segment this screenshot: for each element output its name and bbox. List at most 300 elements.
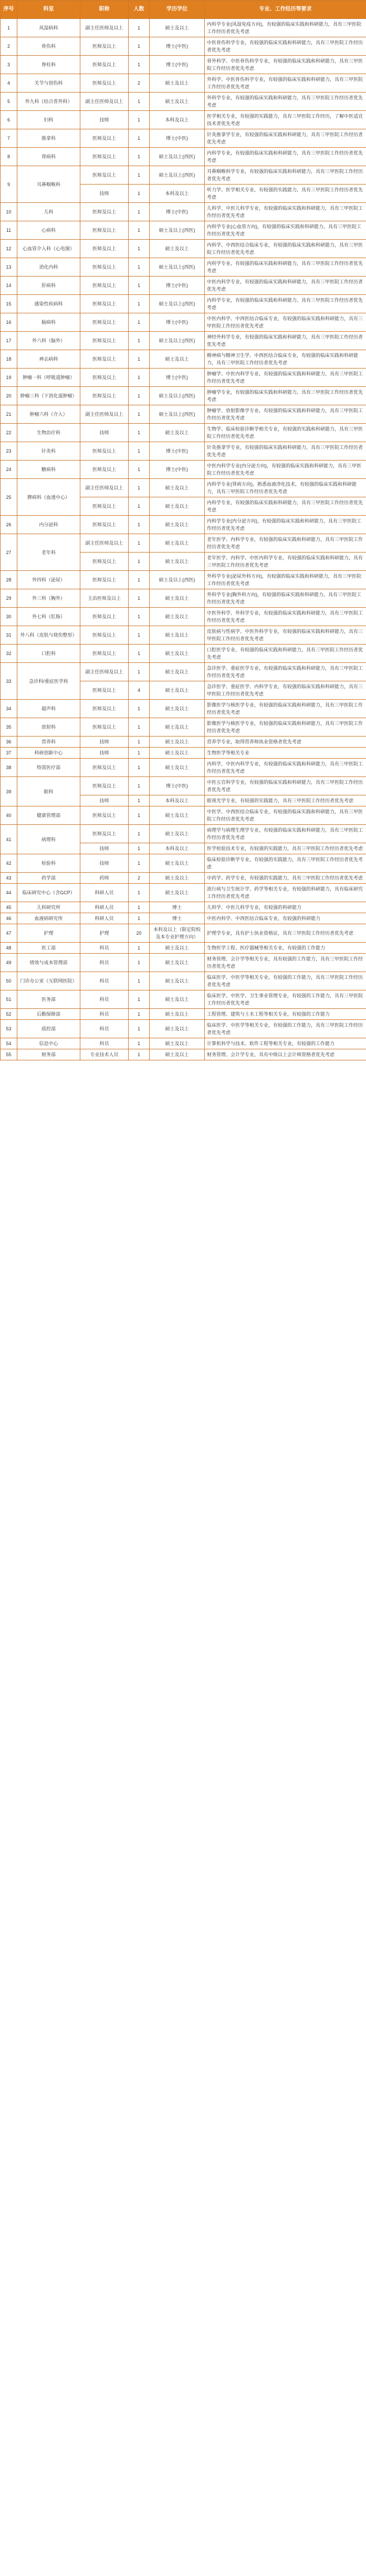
table-row	[1, 1038, 366, 1049]
cell-req: 儿科学、中医儿科学专业，有较强的科研能力	[205, 902, 366, 913]
cell-dept: 肿瘤三科（下消化道肿瘤）	[17, 387, 80, 405]
cell-count: 1	[129, 93, 150, 111]
cell-title: 护理	[80, 924, 129, 943]
table-row	[1, 718, 366, 737]
cell-edu: 硕士及以上	[150, 1038, 205, 1049]
cell-req: 中医内科学专业，有较强的临床实践和科研能力，具有三甲医院工作经历者优先考虑	[205, 277, 366, 295]
cell-count: 1	[129, 258, 150, 277]
cell-no: 31	[1, 626, 17, 645]
cell-count: 1	[129, 1009, 150, 1020]
cell-no: 23	[1, 442, 17, 461]
cell-count: 1	[129, 497, 150, 516]
cell-no: 32	[1, 645, 17, 663]
cell-title: 副主任医师及以上	[80, 534, 129, 553]
cell-dept: 病理科	[17, 825, 80, 854]
cell-req: 外科学、中医骨伤科学专业，有较强的临床实践和科研能力，具有三甲医院工作经历者优先考虑	[205, 74, 366, 93]
cell-edu: 硕士及以上	[150, 19, 205, 37]
cell-no: 34	[1, 700, 17, 718]
table-row	[1, 884, 366, 902]
cell-dept: 脊柱科	[17, 56, 80, 74]
cell-count: 1	[129, 843, 150, 854]
table-row	[1, 1009, 366, 1020]
table-row	[1, 258, 366, 277]
cell-no: 22	[1, 424, 17, 442]
cell-no: 21	[1, 405, 17, 424]
header-title: 职称	[80, 1, 129, 19]
cell-count: 1	[129, 111, 150, 129]
cell-no: 52	[1, 1009, 17, 1020]
cell-dept: 绩效与成本管理部	[17, 954, 80, 972]
cell-count: 1	[129, 825, 150, 843]
cell-edu: 硕士及以上(西医)	[150, 221, 205, 240]
cell-no: 33	[1, 663, 17, 700]
cell-edu: 博士(中医)	[150, 777, 205, 795]
cell-title: 医师及以上	[80, 37, 129, 56]
cell-count: 1	[129, 534, 150, 553]
cell-req: 临床医学、中医学等相关专业，有较强的工作能力，具有三甲医院工作经历者优先考虑	[205, 972, 366, 990]
cell-req: 生物学、临床检验诊断学相关专业，有较强的实践和科研能力，具有三甲医院工作经历者优先考虑	[205, 424, 366, 442]
cell-count: 1	[129, 806, 150, 825]
cell-edu: 硕士及以上	[150, 1049, 205, 1060]
table-row	[1, 313, 366, 332]
cell-title: 主治医师及以上	[80, 589, 129, 608]
cell-edu: 硕士及以上(西医)	[150, 571, 205, 589]
cell-no: 38	[1, 759, 17, 777]
table-row	[1, 221, 366, 240]
cell-req: 听力学、医学相关专业，有较强的实践能力，具有三甲医院工作经历者优先考虑	[205, 185, 366, 203]
cell-edu: 博士	[150, 902, 205, 913]
cell-title: 科员	[80, 972, 129, 990]
cell-req: 急诊医学、重症医学、内科学专业，有较强的临床实践和科研能力，具有三甲医院工作经历者优先考虑	[205, 681, 366, 700]
cell-req: 肿瘤学、放射影像学专业，有较强的临床实践和科研能力，具有三甲医院工作经历者优先考虑	[205, 405, 366, 424]
table-header-row	[1, 1, 366, 19]
cell-title: 医师及以上	[80, 240, 129, 258]
cell-dept: 外八科（皮肤与烧伤整形）	[17, 626, 80, 645]
cell-title: 医师及以上	[80, 825, 129, 843]
cell-dept: 医务部	[17, 990, 80, 1009]
table-row	[1, 479, 366, 497]
cell-count: 1	[129, 990, 150, 1009]
cell-req: 外科学专业(胸外科方向)，有较强的临床实践和科研能力，具有三甲医院工作经历者优先考虑	[205, 589, 366, 608]
cell-req: 针灸推拿学专业，有较强的临床实践和科研能力，具有三甲医院工作经历者优先考虑	[205, 442, 366, 461]
cell-req: 外科学专业，有较强的临床实践和科研能力，具有三甲医院工作经历者优先考虑	[205, 93, 366, 111]
cell-req: 中医内科学、中西医结合临床专业，有较强的科研能力	[205, 913, 366, 924]
cell-req: 中医五官科学专业，有较强的临床实践和科研能力，具有三甲医院工作经历者优先考虑	[205, 777, 366, 795]
cell-dept: 信息中心	[17, 1038, 80, 1049]
cell-no: 45	[1, 902, 17, 913]
cell-dept: 心血管介入科（心电图）	[17, 240, 80, 258]
cell-count: 1	[129, 405, 150, 424]
cell-dept: 老年科	[17, 534, 80, 571]
table-row	[1, 748, 366, 759]
cell-title: 医师及以上	[80, 369, 129, 387]
cell-no: 17	[1, 332, 17, 350]
cell-no: 18	[1, 350, 17, 369]
cell-dept: 骨伤科	[17, 37, 80, 56]
cell-no: 43	[1, 873, 17, 884]
cell-count: 1	[129, 718, 150, 737]
cell-count: 1	[129, 748, 150, 759]
cell-req: 营养学专业，取得营养师执业资格者优先考虑	[205, 737, 366, 748]
cell-no: 26	[1, 516, 17, 534]
cell-count: 1	[129, 1049, 150, 1060]
cell-req: 中医内科学专业(内分泌方向)，有较强的临床实践和科研能力，具有三甲医院工作经历者优先考虑	[205, 461, 366, 479]
cell-dept: 脑病科	[17, 313, 80, 332]
cell-count: 1	[129, 1020, 150, 1038]
cell-req: 影像医学与核医学专业，有较强的临床实践和科研能力，具有三甲医院工作经历者优先考虑	[205, 718, 366, 737]
cell-title: 科员	[80, 943, 129, 954]
cell-count: 1	[129, 369, 150, 387]
cell-no: 54	[1, 1038, 17, 1049]
cell-title: 医师及以上	[80, 148, 129, 166]
cell-dept: 营养科	[17, 737, 80, 748]
cell-count: 1	[129, 424, 150, 442]
cell-no: 51	[1, 990, 17, 1009]
cell-req: 中药学、药学专业，有较强的实践能力，具有三甲医院工作经历者优先考虑	[205, 873, 366, 884]
header-dept: 科室	[17, 1, 80, 19]
cell-dept: 神志病科	[17, 350, 80, 369]
cell-edu: 硕士及以上	[150, 479, 205, 497]
cell-title: 医师及以上	[80, 56, 129, 74]
cell-req: 工程管理、建筑与土木工程等相关专业，有较强的工作能力	[205, 1009, 366, 1020]
cell-edu: 本科及以上	[150, 111, 205, 129]
cell-title: 科研人员	[80, 913, 129, 924]
table-row	[1, 350, 366, 369]
cell-count: 1	[129, 461, 150, 479]
cell-dept: 财务部	[17, 1049, 80, 1060]
cell-no: 30	[1, 608, 17, 626]
table-row	[1, 295, 366, 313]
cell-no: 8	[1, 148, 17, 166]
table-row	[1, 954, 366, 972]
cell-dept: 超声科	[17, 700, 80, 718]
cell-dept: 内分泌科	[17, 516, 80, 534]
cell-count: 1	[129, 553, 150, 571]
cell-dept: 外七科（肛肠）	[17, 608, 80, 626]
cell-title: 医师及以上	[80, 442, 129, 461]
cell-title: 副主任医师及以上	[80, 479, 129, 497]
cell-title: 医师及以上	[80, 681, 129, 700]
table-row	[1, 589, 366, 608]
cell-title: 技师	[80, 424, 129, 442]
cell-title: 医师及以上	[80, 571, 129, 589]
cell-title: 医师及以上	[80, 387, 129, 405]
cell-dept: 血液病研究所	[17, 913, 80, 924]
cell-req: 针灸推拿学专业，有较强的临床实践和科研能力，具有三甲医院工作经历者优先考虑	[205, 129, 366, 148]
table-row	[1, 405, 366, 424]
cell-dept: 后勤保障部	[17, 1009, 80, 1020]
cell-edu: 博士(中医)	[150, 56, 205, 74]
cell-dept: 外九科（结合普外科）	[17, 93, 80, 111]
table-row	[1, 873, 366, 884]
cell-edu: 硕士及以上(西医)	[150, 332, 205, 350]
cell-no: 13	[1, 258, 17, 277]
table-row	[1, 166, 366, 185]
cell-req: 肿瘤学专业，有较强的临床实践和科研能力，具有三甲医院工作经历者优先考虑	[205, 387, 366, 405]
cell-edu: 硕士及以上	[150, 1009, 205, 1020]
cell-title: 医师及以上	[80, 129, 129, 148]
cell-req: 流行病与卫生统计学、药学等相关专业，有较强的科研能力，具有临床研究工作经历者优先考虑	[205, 884, 366, 902]
cell-req: 骨外科学、中医骨伤科学专业，有较强的临床实践和科研能力，具有三甲医院工作经历者优先考虑	[205, 56, 366, 74]
cell-count: 1	[129, 884, 150, 902]
table-row	[1, 203, 366, 221]
cell-title: 副主任医师及以上	[80, 19, 129, 37]
table-row	[1, 626, 366, 645]
cell-dept: 肾病科	[17, 148, 80, 166]
cell-count: 20	[129, 924, 150, 943]
cell-edu: 硕士及以上	[150, 873, 205, 884]
cell-no: 11	[1, 221, 17, 240]
table-row	[1, 645, 366, 663]
cell-no: 4	[1, 74, 17, 93]
cell-dept: 健康管理部	[17, 806, 80, 825]
cell-no: 42	[1, 854, 17, 873]
cell-count: 1	[129, 185, 150, 203]
cell-count: 1	[129, 777, 150, 795]
cell-title: 医师及以上	[80, 221, 129, 240]
cell-no: 2	[1, 37, 17, 56]
cell-title: 医师及以上	[80, 700, 129, 718]
cell-title: 医师及以上	[80, 718, 129, 737]
cell-count: 1	[129, 19, 150, 37]
cell-edu: 硕士及以上	[150, 700, 205, 718]
cell-no: 14	[1, 277, 17, 295]
cell-edu: 博士(中医)	[150, 129, 205, 148]
cell-title: 科研人员	[80, 884, 129, 902]
cell-edu: 硕士及以上	[150, 608, 205, 626]
cell-count: 1	[129, 240, 150, 258]
cell-title: 技师	[80, 185, 129, 203]
cell-dept: 风湿病科	[17, 19, 80, 37]
cell-dept: 护理	[17, 924, 80, 943]
cell-req: 内科学专业(心血管方向)，有较强的临床实践和科研能力，具有三甲医院工作经历者优先考虑	[205, 221, 366, 240]
cell-title: 科研人员	[80, 902, 129, 913]
cell-req: 中医内科学、中西医结合临床专业，有较强的临床实践和科研能力，具有三甲医院工作经历者优先考虑	[205, 313, 366, 332]
cell-count: 1	[129, 166, 150, 185]
cell-edu: 硕士及以上	[150, 534, 205, 553]
cell-dept: 脾病科（血透中心）	[17, 479, 80, 516]
cell-title: 医师及以上	[80, 626, 129, 645]
cell-dept: 儿科研究所	[17, 902, 80, 913]
table-row	[1, 148, 366, 166]
table-row	[1, 442, 366, 461]
cell-req: 外科学专业(泌尿外科方向)，有较强的临床实践和科研能力，具有三甲医院工作经历者优先考虑	[205, 571, 366, 589]
cell-dept: 肿瘤一科（呼吸道肿瘤）	[17, 369, 80, 387]
cell-req: 精神病与精神卫生学、中西医结合临床专业，有较强的临床实践和科研能力，具有三甲医院工作经历者优先考虑	[205, 350, 366, 369]
cell-edu: 硕士及以上	[150, 424, 205, 442]
cell-title: 技师	[80, 737, 129, 748]
cell-req: 口腔医学专业，有较强的临床实践和科研能力，具有三甲医院工作经历者优先考虑	[205, 645, 366, 663]
cell-dept: 门诊办公室（互联网医院）	[17, 972, 80, 990]
table-row	[1, 608, 366, 626]
cell-dept: 心病科	[17, 221, 80, 240]
table-row	[1, 924, 366, 943]
cell-count: 1	[129, 943, 150, 954]
cell-req: 内科学专业，有较强的临床实践和科研能力，具有三甲医院工作经历者优先考虑	[205, 258, 366, 277]
cell-dept: 糖病科	[17, 461, 80, 479]
cell-count: 1	[129, 608, 150, 626]
cell-req: 眼视光学专业，有较强的实践能力，具有三甲医院工作经历者优先考虑	[205, 795, 366, 806]
cell-req: 内科学专业(肾病方向)，熟悉血液净化技术，有较强的临床实践和科研能力，具有三甲医院工作经历者优先考虑	[205, 479, 366, 497]
cell-no: 48	[1, 943, 17, 954]
cell-count: 1	[129, 350, 150, 369]
cell-edu: 硕士及以上	[150, 589, 205, 608]
cell-count: 1	[129, 759, 150, 777]
cell-edu: 本科及以上	[150, 843, 205, 854]
table-row	[1, 777, 366, 795]
cell-no: 50	[1, 972, 17, 990]
cell-edu: 硕士及以上	[150, 825, 205, 843]
cell-count: 1	[129, 129, 150, 148]
cell-edu: 硕士及以上	[150, 718, 205, 737]
cell-title: 药师	[80, 873, 129, 884]
cell-no: 10	[1, 203, 17, 221]
cell-edu: 硕士及以上	[150, 681, 205, 700]
cell-title: 医师及以上	[80, 350, 129, 369]
cell-edu: 硕士及以上(西医)	[150, 148, 205, 166]
cell-edu: 硕士及以上	[150, 74, 205, 93]
cell-title: 技师	[80, 748, 129, 759]
cell-edu: 硕士及以上	[150, 854, 205, 873]
cell-no: 28	[1, 571, 17, 589]
recruitment-table	[0, 0, 366, 1060]
cell-no: 9	[1, 166, 17, 203]
table-row	[1, 111, 366, 129]
table-row	[1, 700, 366, 718]
cell-title: 医师及以上	[80, 777, 129, 795]
cell-title: 科员	[80, 1020, 129, 1038]
table-row	[1, 902, 366, 913]
table-row	[1, 1020, 366, 1038]
cell-edu: 硕士及以上	[150, 748, 205, 759]
cell-dept: 感染性疾病科	[17, 295, 80, 313]
cell-edu: 硕士及以上(西医)	[150, 258, 205, 277]
cell-title: 科员	[80, 1009, 129, 1020]
table-row	[1, 387, 366, 405]
cell-no: 3	[1, 56, 17, 74]
cell-no: 7	[1, 129, 17, 148]
cell-title: 技师	[80, 843, 129, 854]
cell-req: 病理学与病理生理学专业，有较强的临床实践和科研能力，具有三甲医院工作经历者优先考虑	[205, 825, 366, 843]
cell-title: 医师及以上	[80, 313, 129, 332]
cell-dept: 医工部	[17, 943, 80, 954]
cell-req: 医学相关专业，有较强的实践能力，具有三甲医院工作经历，了解中医适宜技术者优先考虑	[205, 111, 366, 129]
cell-no: 40	[1, 806, 17, 825]
cell-count: 1	[129, 148, 150, 166]
cell-count: 1	[129, 37, 150, 56]
cell-req: 财务管理、会计学专业，具有中级以上会计师资格者优先考虑	[205, 1049, 366, 1060]
cell-edu: 硕士及以上(西医)	[150, 166, 205, 185]
cell-req: 老年医学、内科学专业，有较强的临床实践和科研能力，具有三甲医院工作经历者优先考虑	[205, 534, 366, 553]
table-row	[1, 56, 366, 74]
cell-dept: 质控部	[17, 1020, 80, 1038]
cell-req: 内科学专业，有较强的临床实践和科研能力，具有三甲医院工作经历者优先考虑	[205, 497, 366, 516]
table-row	[1, 534, 366, 553]
cell-no: 25	[1, 479, 17, 516]
cell-title: 技师	[80, 111, 129, 129]
cell-dept: 关节与创伤科	[17, 74, 80, 93]
cell-title: 副主任医师及以上	[80, 405, 129, 424]
cell-edu: 硕士及以上	[150, 1020, 205, 1038]
cell-no: 19	[1, 369, 17, 387]
cell-edu: 硕士及以上(西医)	[150, 295, 205, 313]
cell-no: 53	[1, 1020, 17, 1038]
cell-dept: 妇科	[17, 111, 80, 129]
cell-dept: 消化内科	[17, 258, 80, 277]
cell-title: 医师及以上	[80, 645, 129, 663]
cell-count: 1	[129, 663, 150, 681]
cell-count: 1	[129, 1038, 150, 1049]
cell-req: 内科学专业(内分泌方向)，有较强的临床实践和科研能力，具有三甲医院工作经历者优先考虑	[205, 516, 366, 534]
cell-count: 1	[129, 972, 150, 990]
cell-title: 技师	[80, 795, 129, 806]
cell-edu: 硕士及以上	[150, 663, 205, 681]
cell-edu: 博士	[150, 913, 205, 924]
cell-count: 1	[129, 795, 150, 806]
cell-edu: 硕士及以上	[150, 93, 205, 111]
cell-dept: 科研创新中心	[17, 748, 80, 759]
cell-count: 1	[129, 387, 150, 405]
cell-no: 12	[1, 240, 17, 258]
cell-dept: 放射科	[17, 718, 80, 737]
cell-dept: 针灸科	[17, 442, 80, 461]
cell-title: 医师及以上	[80, 295, 129, 313]
cell-edu: 硕士及以上	[150, 626, 205, 645]
cell-dept: 临床研究中心（含GCP）	[17, 884, 80, 902]
cell-dept: 生物治疗科	[17, 424, 80, 442]
cell-edu: 本科及以上	[150, 185, 205, 203]
table-row	[1, 825, 366, 843]
cell-no: 20	[1, 387, 17, 405]
cell-edu: 硕士及以上(西医)	[150, 387, 205, 405]
cell-dept: 特需医疗部	[17, 759, 80, 777]
table-row	[1, 990, 366, 1009]
cell-count: 2	[129, 873, 150, 884]
cell-req: 老年医学、内科学、中医内科学专业，有较强的临床实践和科研能力，具有三甲医院工作经历者优先考虑	[205, 553, 366, 571]
cell-req: 医学检验技术专业，有较强的实践能力，具有三甲医院工作经历者优先考虑	[205, 843, 366, 854]
cell-count: 1	[129, 516, 150, 534]
cell-dept: 检验科	[17, 854, 80, 873]
cell-req: 中医学、中西医结合临床专业，有较强的临床实践和科研能力，具有三甲医院工作经历者优先考虑	[205, 806, 366, 825]
cell-no: 1	[1, 19, 17, 37]
cell-edu: 本科及以上	[150, 795, 205, 806]
header-count: 人数	[129, 1, 150, 19]
header-no: 序号	[1, 1, 17, 19]
cell-edu: 硕士及以上(西医)	[150, 405, 205, 424]
cell-edu: 硕士及以上	[150, 990, 205, 1009]
cell-req: 内科学专业(风湿免疫方向)，有较强的临床实践和科研能力，具有三甲医院工作经历者优先考虑	[205, 19, 366, 37]
table-row	[1, 737, 366, 748]
cell-req: 计算机科学与技术、软件工程等相关专业，有较强的工作能力	[205, 1038, 366, 1049]
cell-dept: 药学部	[17, 873, 80, 884]
table-row	[1, 332, 366, 350]
cell-title: 医师及以上	[80, 203, 129, 221]
cell-edu: 硕士及以上	[150, 759, 205, 777]
table-row	[1, 1049, 366, 1060]
cell-title: 医师及以上	[80, 553, 129, 571]
cell-edu: 硕士及以上	[150, 240, 205, 258]
cell-title: 医师及以上	[80, 166, 129, 185]
cell-req: 护理学专业，具有护士执业资格证，具有三甲医院工作经历者优先考虑	[205, 924, 366, 943]
cell-title: 医师及以上	[80, 277, 129, 295]
table-row	[1, 759, 366, 777]
cell-title: 副主任医师及以上	[80, 93, 129, 111]
cell-count: 1	[129, 954, 150, 972]
cell-req: 神经外科学专业，有较强的临床实践和科研能力，具有三甲医院工作经历者优先考虑	[205, 332, 366, 350]
cell-dept: 外四科（泌尿）	[17, 571, 80, 589]
cell-title: 医师及以上	[80, 759, 129, 777]
header-req: 专业、工作经历等要求	[205, 1, 366, 19]
